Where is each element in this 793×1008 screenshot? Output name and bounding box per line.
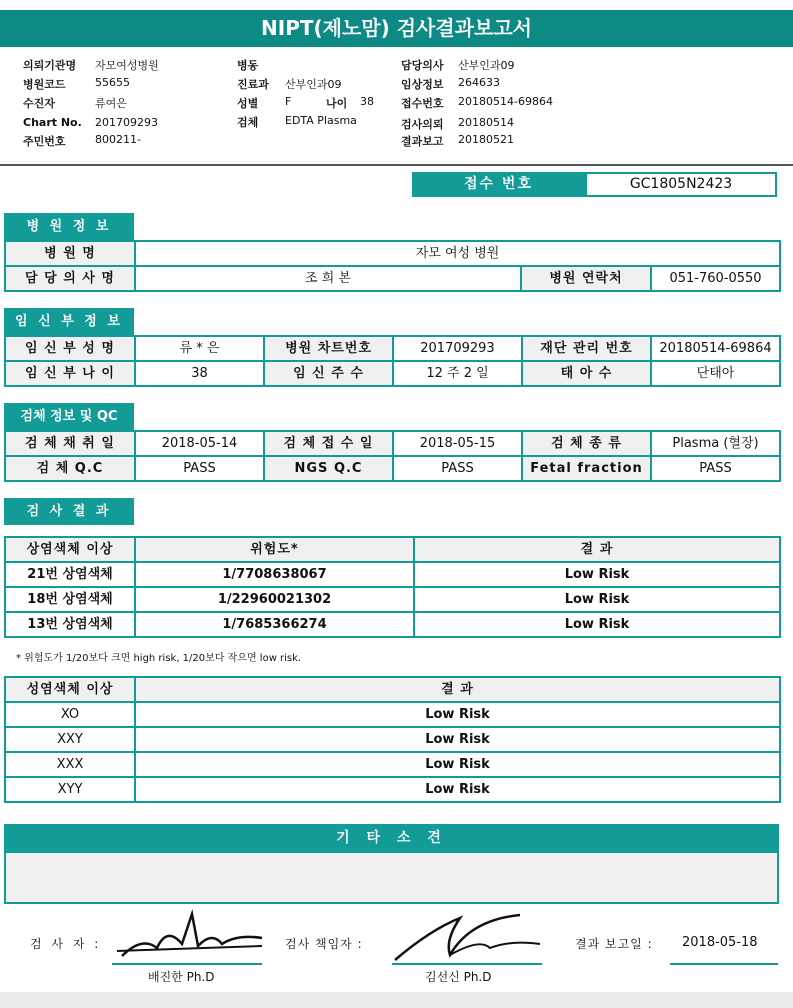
specimen-qc-value: PASS — [135, 456, 264, 481]
header-row-sex — [237, 95, 292, 111]
table-row — [5, 431, 780, 456]
receipt-date-label: 검 체 접 수 일 — [264, 431, 393, 456]
header-value: 20180514-69864 — [458, 95, 553, 108]
signature-stroke — [117, 946, 262, 951]
header-value: 201709293 — [95, 116, 158, 129]
table-header-row — [5, 537, 780, 562]
header-value: 산부인과09 — [458, 59, 515, 72]
pregnant-name-label: 임 신 부 성 명 — [5, 336, 135, 361]
hospital-contact-value: 051-760-0550 — [651, 266, 780, 291]
fetal-fraction-value: PASS — [651, 456, 780, 481]
receipt-date-value: 2018-05-15 — [393, 431, 522, 456]
header-row-client — [23, 57, 159, 73]
page-bottom-strip — [0, 992, 793, 1008]
header-label: 의뢰기관명 — [23, 59, 77, 72]
header-value: 55655 — [95, 76, 130, 89]
manager-label: 검사 책임자 : — [285, 937, 363, 951]
risk-value: 1/7708638067 — [135, 562, 414, 587]
header-row-specimen — [237, 114, 357, 130]
result-value: Low Risk — [135, 727, 780, 752]
receipt-number-value: GC1805N2423 — [585, 172, 777, 197]
header-row-age — [326, 95, 374, 111]
autosome-name: 21번 상염색체 — [5, 562, 135, 587]
header-label: 병원코드 — [23, 78, 66, 91]
sex-chromosome-name: XXX — [5, 752, 135, 777]
other-remarks-heading: 기 타 소 견 — [4, 824, 779, 853]
risk-value: 1/22960021302 — [135, 587, 414, 612]
pregnant-info-table — [4, 335, 781, 387]
report-title: NIPT(제노맘) 검사결과보고서 — [0, 10, 793, 47]
autosome-name: 13번 상염색체 — [5, 612, 135, 637]
doctor-name-label: 담 당 의 사 명 — [5, 266, 135, 291]
header-value: EDTA Plasma — [285, 114, 357, 127]
sex-chromosome-header: 성염색체 이상 — [5, 677, 135, 702]
header-value: 800211- — [95, 133, 141, 146]
result-value: Low Risk — [135, 752, 780, 777]
chart-number-label: 병원 차트번호 — [264, 336, 393, 361]
management-number-label: 재단 관리 번호 — [522, 336, 651, 361]
table-row — [5, 562, 780, 587]
header-row-clinical — [401, 76, 500, 92]
management-number-value: 20180514-69864 — [651, 336, 780, 361]
specimen-type-label: 검 체 종 류 — [522, 431, 651, 456]
section-test-results: 검 사 결 과 — [4, 498, 134, 525]
result-value: Low Risk — [414, 587, 780, 612]
other-remarks-box — [4, 853, 779, 904]
risk-header: 위험도* — [135, 537, 414, 562]
table-row — [5, 266, 780, 291]
hospital-contact-label: 병원 연락처 — [521, 266, 651, 291]
header-row-chart — [23, 116, 158, 129]
fetal-fraction-label: Fetal fraction — [522, 456, 651, 481]
autosome-name: 18번 상염색체 — [5, 587, 135, 612]
header-label: Chart No. — [23, 116, 82, 129]
header-row-department — [237, 76, 342, 92]
specimen-qc-label: 검 체 Q.C — [5, 456, 135, 481]
tester-name: 배진한 Ph.D — [148, 970, 215, 984]
header-label: 검체 — [237, 116, 259, 129]
header-label: 병동 — [237, 59, 259, 72]
pregnant-age-value: 38 — [135, 361, 264, 386]
report-date-value: 2018-05-18 — [682, 935, 758, 950]
header-label: 주민번호 — [23, 135, 66, 148]
collection-date-label: 검 체 채 취 일 — [5, 431, 135, 456]
table-row — [5, 702, 780, 727]
chart-number-value: 201709293 — [393, 336, 522, 361]
table-row — [5, 361, 780, 386]
tester-signature — [112, 906, 272, 966]
manager-signature — [390, 910, 550, 968]
section-hospital-info: 병 원 정 보 — [4, 213, 134, 240]
header-row-ward — [237, 57, 258, 73]
report-date-line — [670, 963, 778, 965]
header-row-request — [401, 116, 514, 132]
hospital-name-value: 자모 여성 병원 — [135, 241, 780, 266]
table-row — [5, 336, 780, 361]
header-row-id — [23, 133, 141, 149]
header-label: 수진자 — [23, 97, 55, 110]
fetus-count-value: 단태아 — [651, 361, 780, 386]
header-row-doctor — [401, 57, 515, 73]
header-value: 20180521 — [458, 133, 514, 146]
specimen-type-value: Plasma (혈장) — [651, 431, 780, 456]
report-date-label: 결과 보고일 : — [575, 937, 653, 951]
gestation-weeks-value: 12 주 2 일 — [393, 361, 522, 386]
section-pregnant-info: 임 신 부 정 보 — [4, 308, 134, 335]
autosome-header: 상염색체 이상 — [5, 537, 135, 562]
header-divider — [0, 164, 793, 166]
pregnant-age-label: 임 신 부 나 이 — [5, 361, 135, 386]
table-row — [5, 752, 780, 777]
header-row-patient — [23, 95, 127, 111]
risk-value: 1/7685366274 — [135, 612, 414, 637]
manager-name: 김선신 Ph.D — [425, 970, 492, 984]
result-value: Low Risk — [135, 702, 780, 727]
table-row — [5, 241, 780, 266]
table-row — [5, 727, 780, 752]
fetus-count-label: 태 아 수 — [522, 361, 651, 386]
header-row-receipt — [401, 95, 553, 111]
header-label: 성별 — [237, 97, 259, 110]
pregnant-name-value: 류 * 은 — [135, 336, 264, 361]
table-row — [5, 587, 780, 612]
ngs-qc-value: PASS — [393, 456, 522, 481]
gestation-weeks-label: 임 신 주 수 — [264, 361, 393, 386]
collection-date-value: 2018-05-14 — [135, 431, 264, 456]
header-label: 접수번호 — [401, 97, 444, 110]
signature-stroke — [395, 915, 520, 960]
table-header-row — [5, 677, 780, 702]
result-value: Low Risk — [414, 612, 780, 637]
header-value: 264633 — [458, 76, 500, 89]
header-label: 결과보고 — [401, 135, 444, 148]
header-label: 임상정보 — [401, 78, 444, 91]
table-row — [5, 456, 780, 481]
table-row — [5, 612, 780, 637]
table-row — [5, 777, 780, 802]
header-value: 류여은 — [95, 97, 127, 110]
header-row-hospital-code — [23, 76, 130, 92]
header-value: 산부인과09 — [285, 78, 342, 91]
sex-chromosome-name: XYY — [5, 777, 135, 802]
sex-chromosome-name: XXY — [5, 727, 135, 752]
signature-stroke — [450, 943, 540, 955]
hospital-info-table — [4, 240, 781, 292]
hospital-name-label: 병 원 명 — [5, 241, 135, 266]
tester-signature-line — [112, 963, 262, 965]
specimen-info-table — [4, 430, 781, 482]
header-value: 38 — [360, 95, 374, 108]
tester-label: 검 사 자 : — [30, 937, 102, 951]
header-label: 나이 — [326, 97, 348, 110]
header-label: 검사의뢰 — [401, 118, 444, 131]
result-header: 결 과 — [135, 677, 780, 702]
section-specimen-qc: 검체 정보 및 QC — [4, 403, 134, 430]
header-row-report — [401, 133, 514, 149]
sex-chromosome-results-table — [4, 676, 781, 803]
doctor-name-value: 조 희 본 — [135, 266, 521, 291]
header-label: 진료과 — [237, 78, 269, 91]
sex-chromosome-name: XO — [5, 702, 135, 727]
header-value: F — [285, 95, 292, 108]
autosome-results-table — [4, 536, 781, 638]
result-header: 결 과 — [414, 537, 780, 562]
header-value: 자모여성병원 — [95, 59, 159, 72]
manager-signature-line — [392, 963, 542, 965]
risk-footnote: * 위험도가 1/20보다 크면 high risk, 1/20보다 작으면 low risk. — [16, 653, 302, 664]
ngs-qc-label: NGS Q.C — [264, 456, 393, 481]
result-value: Low Risk — [414, 562, 780, 587]
header-value: 20180514 — [458, 116, 514, 129]
receipt-number-label: 접수 번호 — [412, 172, 585, 197]
result-value: Low Risk — [135, 777, 780, 802]
header-label: 담당의사 — [401, 59, 444, 72]
